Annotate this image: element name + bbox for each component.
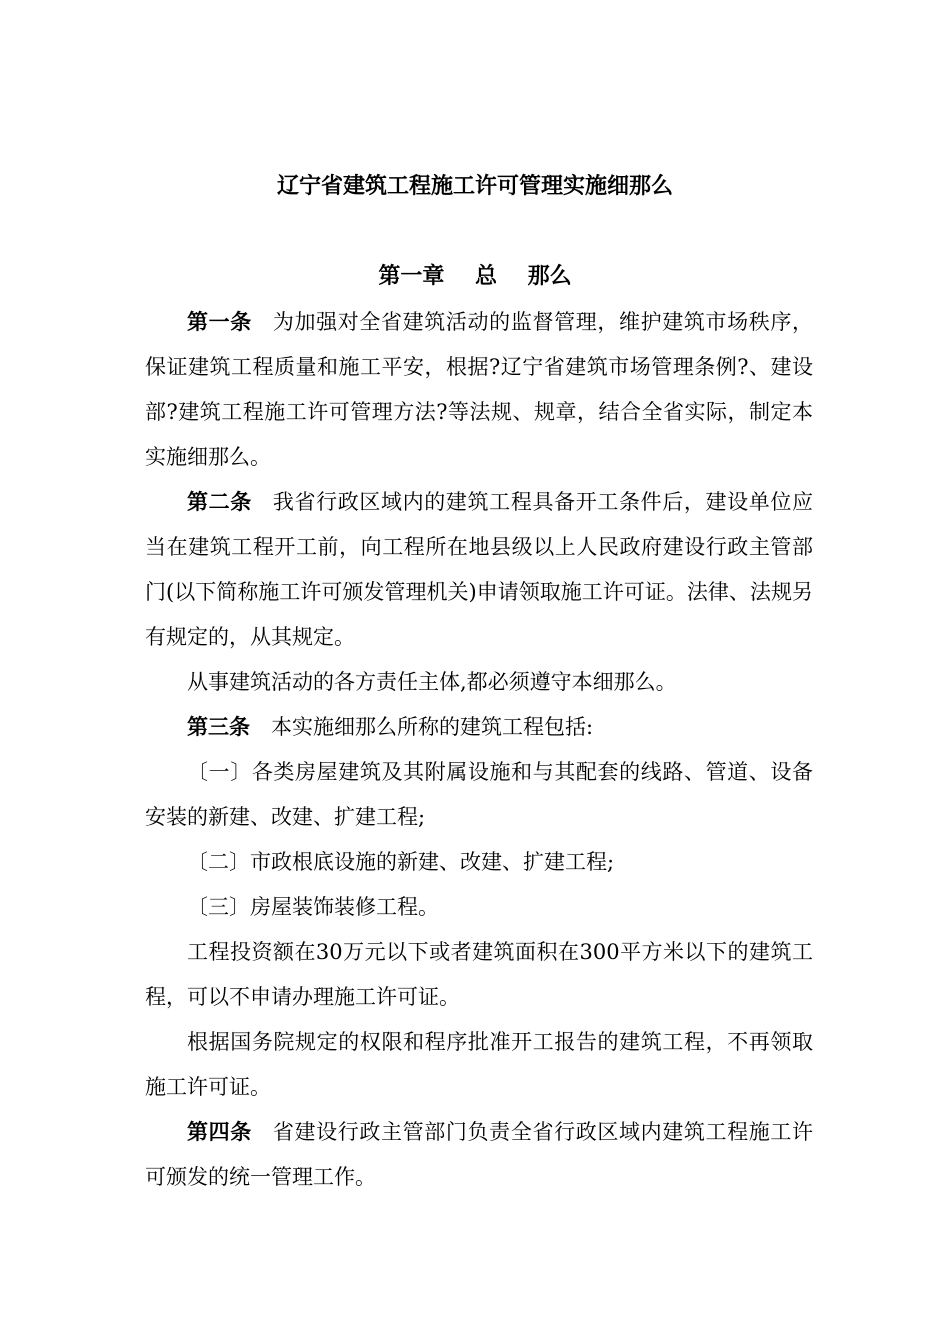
paragraph (145, 705, 813, 750)
paragraph (145, 1110, 813, 1200)
paragraph-text: 工程投资额在30万元以下或者建筑面积在300平方米以下的建筑工程，可以不申请办理施工许可证。 (145, 940, 813, 1009)
paragraph (145, 750, 813, 840)
paragraph-text: 本实施细那么所称的建筑工程包括: (271, 715, 594, 739)
article-number: 第四条 (187, 1120, 252, 1144)
paragraph (145, 1020, 813, 1110)
paragraph (145, 660, 813, 705)
article-number: 第一条 (187, 310, 252, 334)
paragraph-text: 为加强对全省建筑活动的监督管理，维护建筑市场秩序，保证建筑工程质量和施工平安，根据?辽宁省建筑市场管理条例?、建设部?建筑工程施工许可管理方法?等法规、规章，结合全省实际，制定本实施细那么。 (145, 310, 813, 469)
paragraph-text: 根据国务院规定的权限和程序批准开工报告的建筑工程，不再领取施工许可证。 (145, 1030, 813, 1099)
paragraph-text: 省建设行政主管部门负责全省行政区域内建筑工程施工许可颁发的统一管理工作。 (145, 1120, 813, 1189)
paragraph (145, 480, 813, 660)
paragraph (145, 840, 813, 885)
article-number: 第二条 (187, 490, 252, 514)
chapter-title: 第一章 总 那么 (378, 264, 572, 289)
paragraph-text: 〔一〕各类房屋建筑及其附属设施和与其配套的线路、管道、设备安装的新建、改建、扩建工程; (145, 760, 813, 829)
paragraph (145, 300, 813, 480)
article-number: 第三条 (187, 715, 250, 739)
document-title: 辽宁省建筑工程施工许可管理实施细那么 (276, 174, 673, 199)
paragraph (145, 885, 813, 930)
document-body (145, 300, 813, 1200)
paragraph-text: 〔三〕房屋装饰装修工程。 (187, 895, 439, 919)
paragraph (145, 930, 813, 1020)
paragraph-text: 〔二〕市政根底设施的新建、改建、扩建工程; (187, 850, 615, 874)
paragraph-text: 我省行政区域内的建筑工程具备开工条件后，建设单位应当在建筑工程开工前，向工程所在地县级以上人民政府建设行政主管部门(以下简称施工许可颁发管理机关)申请领取施工许可证。法律、法规另有规定的，从其规定。 (145, 490, 813, 649)
paragraph-text: 从事建筑活动的各方责任主体,都必须遵守本细那么。 (187, 670, 677, 694)
